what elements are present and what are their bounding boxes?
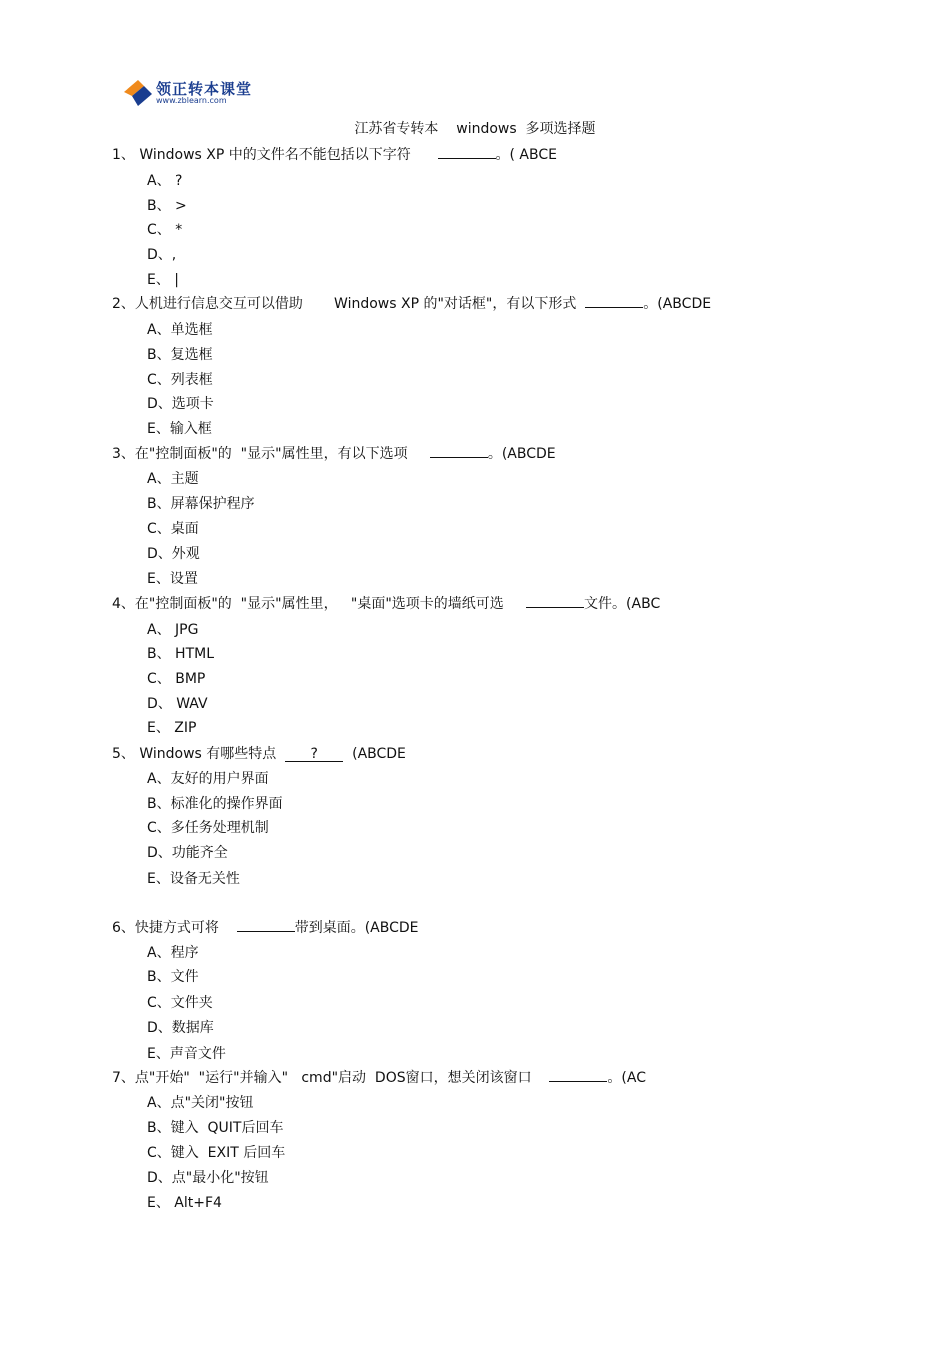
question-text: 1、 Windows XP 中的文件名不能包括以下字符 <box>112 147 438 163</box>
option-c: C、 BMP <box>147 671 206 687</box>
question-answer: 。(AC <box>607 1070 646 1086</box>
option-c: C、列表框 <box>147 372 213 388</box>
option-b: B、复选框 <box>147 347 213 363</box>
option-c: C、文件夹 <box>147 995 213 1011</box>
logo <box>122 76 262 110</box>
option-d: D、 WAV <box>147 696 208 712</box>
option-a: A、友好的用户界面 <box>147 771 269 787</box>
answer-blank <box>549 1081 607 1082</box>
option-b: B、 HTML <box>147 646 215 662</box>
logo-title: 领正转本课堂 <box>156 80 253 98</box>
option-d: D、选项卡 <box>147 396 214 412</box>
question-text: 4、在"控制面板"的 "显示"属性里， "桌面"选项卡的墙纸可选 <box>112 596 527 612</box>
option-c: C、 * <box>147 222 183 238</box>
option-d: D、数据库 <box>147 1020 214 1036</box>
question-answer: 文件。(ABC <box>584 596 661 612</box>
option-d: D、功能齐全 <box>147 845 228 861</box>
question-6 <box>112 917 419 937</box>
option-a: A、 ? <box>147 173 183 189</box>
question-2 <box>112 293 711 313</box>
question-answer: 。( ABCE <box>495 147 557 163</box>
answer-blank <box>430 457 488 458</box>
answer-blank: ? <box>285 747 343 762</box>
option-c: C、多任务处理机制 <box>147 820 269 836</box>
option-e: E、 | <box>147 272 180 288</box>
question-1 <box>112 144 557 164</box>
option-b: B、键入 QUIT后回车 <box>147 1120 284 1136</box>
option-a: A、单选框 <box>147 322 213 338</box>
option-b: B、标准化的操作界面 <box>147 796 283 812</box>
option-e: E、 ZIP <box>147 720 197 736</box>
option-c: C、键入 EXIT 后回车 <box>147 1145 286 1161</box>
logo-url: www.zblearn.com <box>156 96 227 105</box>
option-d: D、外观 <box>147 546 200 562</box>
document-title: 江苏省专转本 windows 多项选择题 <box>354 121 596 137</box>
logo-emblem-icon <box>122 78 154 108</box>
option-b: B、文件 <box>147 969 199 985</box>
question-text: 3、在"控制面板"的 "显示"属性里，有以下选项 <box>112 446 430 462</box>
option-e: E、设置 <box>147 571 198 587</box>
answer-blank <box>526 607 584 608</box>
question-answer: 带到桌面。(ABCDE <box>294 920 419 936</box>
question-answer: 。(ABCDE <box>487 446 556 462</box>
question-answer: 。(ABCDE <box>643 296 712 312</box>
question-3 <box>112 443 556 463</box>
question-text: 7、点"开始" "运行"并输入" cmd"启动 DOS窗口，想关闭该窗口 <box>112 1070 550 1086</box>
option-a: A、程序 <box>147 945 199 961</box>
option-a: A、点"关闭"按钮 <box>147 1095 254 1111</box>
question-text: 2、人机进行信息交互可以借助 Windows XP 的"对话框"，有以下形式 <box>112 296 586 312</box>
option-a: A、 JPG <box>147 622 199 638</box>
option-e: E、 Alt+F4 <box>147 1195 222 1211</box>
question-text: 6、快捷方式可将 <box>112 920 237 936</box>
option-c: C、桌面 <box>147 521 199 537</box>
answer-blank <box>438 158 496 159</box>
question-7 <box>112 1067 646 1087</box>
option-d: D、, <box>147 247 177 263</box>
option-b: B、屏幕保护程序 <box>147 496 255 512</box>
option-e: E、设备无关性 <box>147 871 240 887</box>
option-a: A、主题 <box>147 471 199 487</box>
option-e: E、声音文件 <box>147 1046 226 1062</box>
answer-blank <box>237 931 295 932</box>
option-b: B、 > <box>147 198 187 214</box>
question-answer: (ABCDE <box>343 746 406 762</box>
question-5 <box>112 743 406 763</box>
option-d: D、点"最小化"按钮 <box>147 1170 269 1186</box>
option-e: E、输入框 <box>147 421 212 437</box>
question-text: 5、 Windows 有哪些特点 <box>112 746 286 762</box>
question-4 <box>112 593 660 613</box>
answer-blank <box>585 307 643 308</box>
